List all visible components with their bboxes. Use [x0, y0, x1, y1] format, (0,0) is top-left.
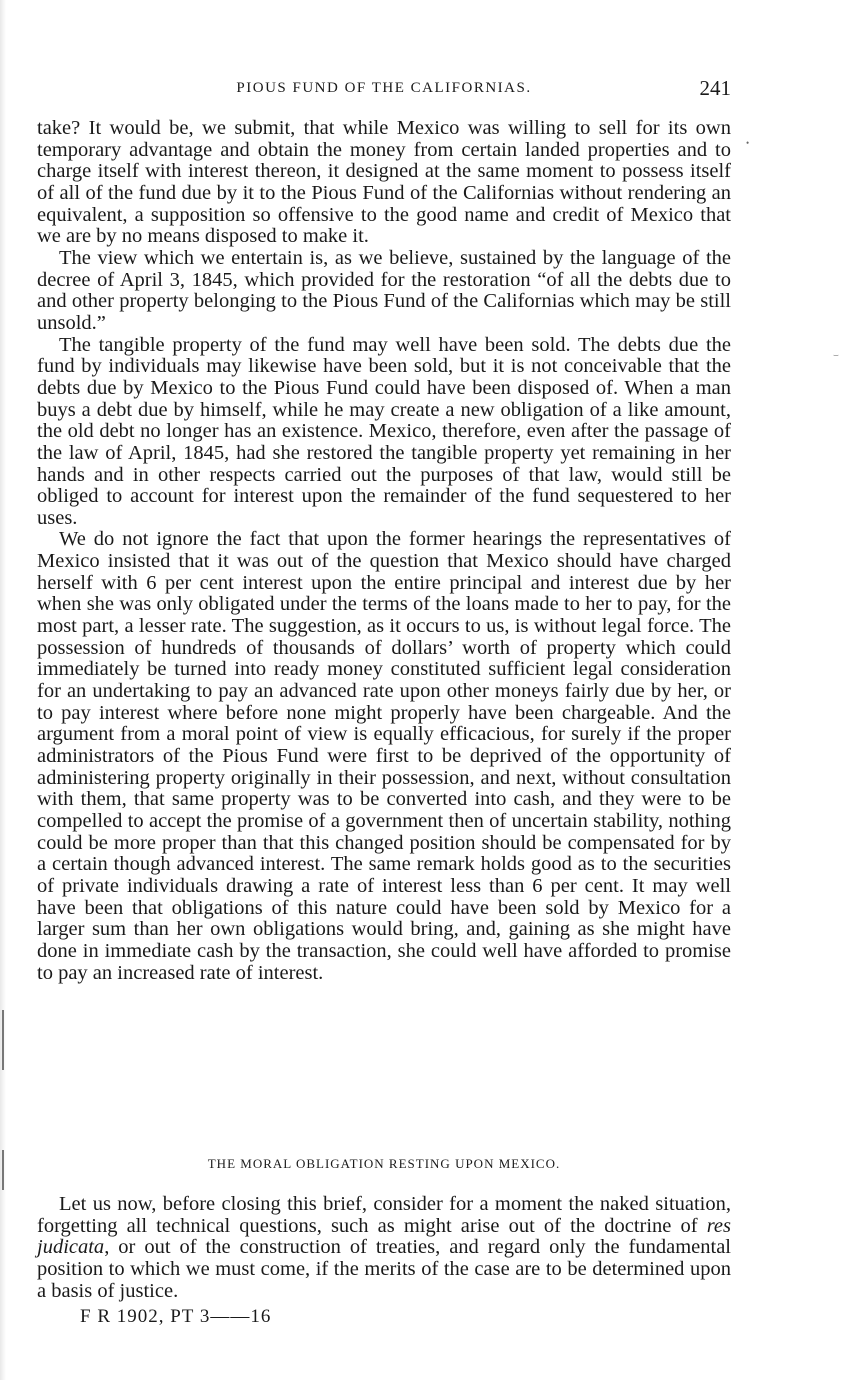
paragraph: take? It would be, we submit, that while Mexico was willing to sell for its own temporary advantage and obtain the money from certain landed properties and to charge itself with interest thereon, it designed at the same moment to possess itself of all of the fund due by it to the Pious Fund of the Californias without rendering an equivalent, a supposition so offensive to the good name and credit of Mexico that we are by no means disposed to make it.	[37, 117, 731, 248]
page-edge-mark	[2, 1010, 4, 1070]
closing-paragraph	[37, 1194, 731, 1302]
paragraph: The tangible property of the fund may well have been sold. The debts due the fund by individuals may likewise have been sold, but it is not conceivable that the debts due by Mexico to the Pious Fund could have been disposed of. When a man buys a debt due by himself, while he may create a new obligation of a like amount, the old debt no longer has an existence. Mexico, therefore, even after the passage of the law of April, 1845, had she restored the tangible property yet remaining in her hands and in other respects carried out the purposes of that law, would still be obliged to account for interest upon the remainder of the fund sequestered to her uses.	[37, 333, 731, 529]
body-text	[37, 118, 731, 984]
paragraph: We do not ignore the fact that upon the former hearings the representatives of Mexico insisted that it was out of the question that Mexico should have charged herself with 6 per cent interest upon the entire principal and interest due by her when she was only obligated under the terms of the loans made to her to pay, for the most part, a lesser rate. The suggestion, as it occurs to us, is without legal force. The possession of hundreds of thousands of dollars’ worth of property which could immediately be turned into ready money constituted sufficient legal consideration for an undertaking to pay an advanced rate upon other moneys fairly due by her, or to pay interest where before none might properly have been chargeable. And the argument from a moral point of view is equally efficacious, for surely if the proper administrators of the Pious Fund were first to be deprived of the opportunity of administering property originally in their possession, and next, without consultation with them, that same property was to be converted into cash, and they were to be compelled to accept the promise of a government then of uncertain stability, nothing could be more proper than that this changed position should be compensated for by a certain though advanced interest. The same remark holds good as to the securities of private individuals drawing a rate of interest less than 6 per cent. It may well have been that obligations of this nature could have been sold by Mexico for a larger sum than her own obligations would bring, and, gaining as she might have done in immediate cash by the transaction, she could well have afforded to promise to pay an increased rate of interest.	[37, 528, 731, 984]
paragraph: The view which we entertain is, as we believe, sustained by the language of the decree of April 3, 1845, which provided for the restoration “of all the debts due to and other property belonging to the Pious Fund of the Californias which may be still unsold.”	[37, 246, 731, 334]
page-edge-shadow	[0, 0, 6, 1380]
section-heading: THE MORAL OBLIGATION RESTING UPON MEXICO.	[207, 1156, 561, 1171]
running-title: PIOUS FUND OF THE CALIFORNIAS.	[236, 80, 532, 96]
running-head	[37, 76, 731, 102]
latin-term: res judicata	[37, 1214, 731, 1259]
closing-text-end: , or out of the construction of treaties, and regard only the fundamental position to which we must come, if the merits of the case are to be determined upon a basis of justice.	[37, 1236, 731, 1302]
closing-text-start: Let us now, before closing this brief, consider for a moment the naked situation, forgetting all technical questions, such as might arise out of the doctrine of	[37, 1193, 731, 1237]
page-number: 241	[699, 76, 731, 100]
page-edge-mark	[2, 1150, 4, 1190]
paragraph	[37, 1194, 731, 1302]
signature-mark: F R 1902, PT 3——16	[80, 1306, 272, 1327]
margin-speck: •	[746, 138, 750, 148]
margin-speck: ⌣	[833, 350, 839, 360]
